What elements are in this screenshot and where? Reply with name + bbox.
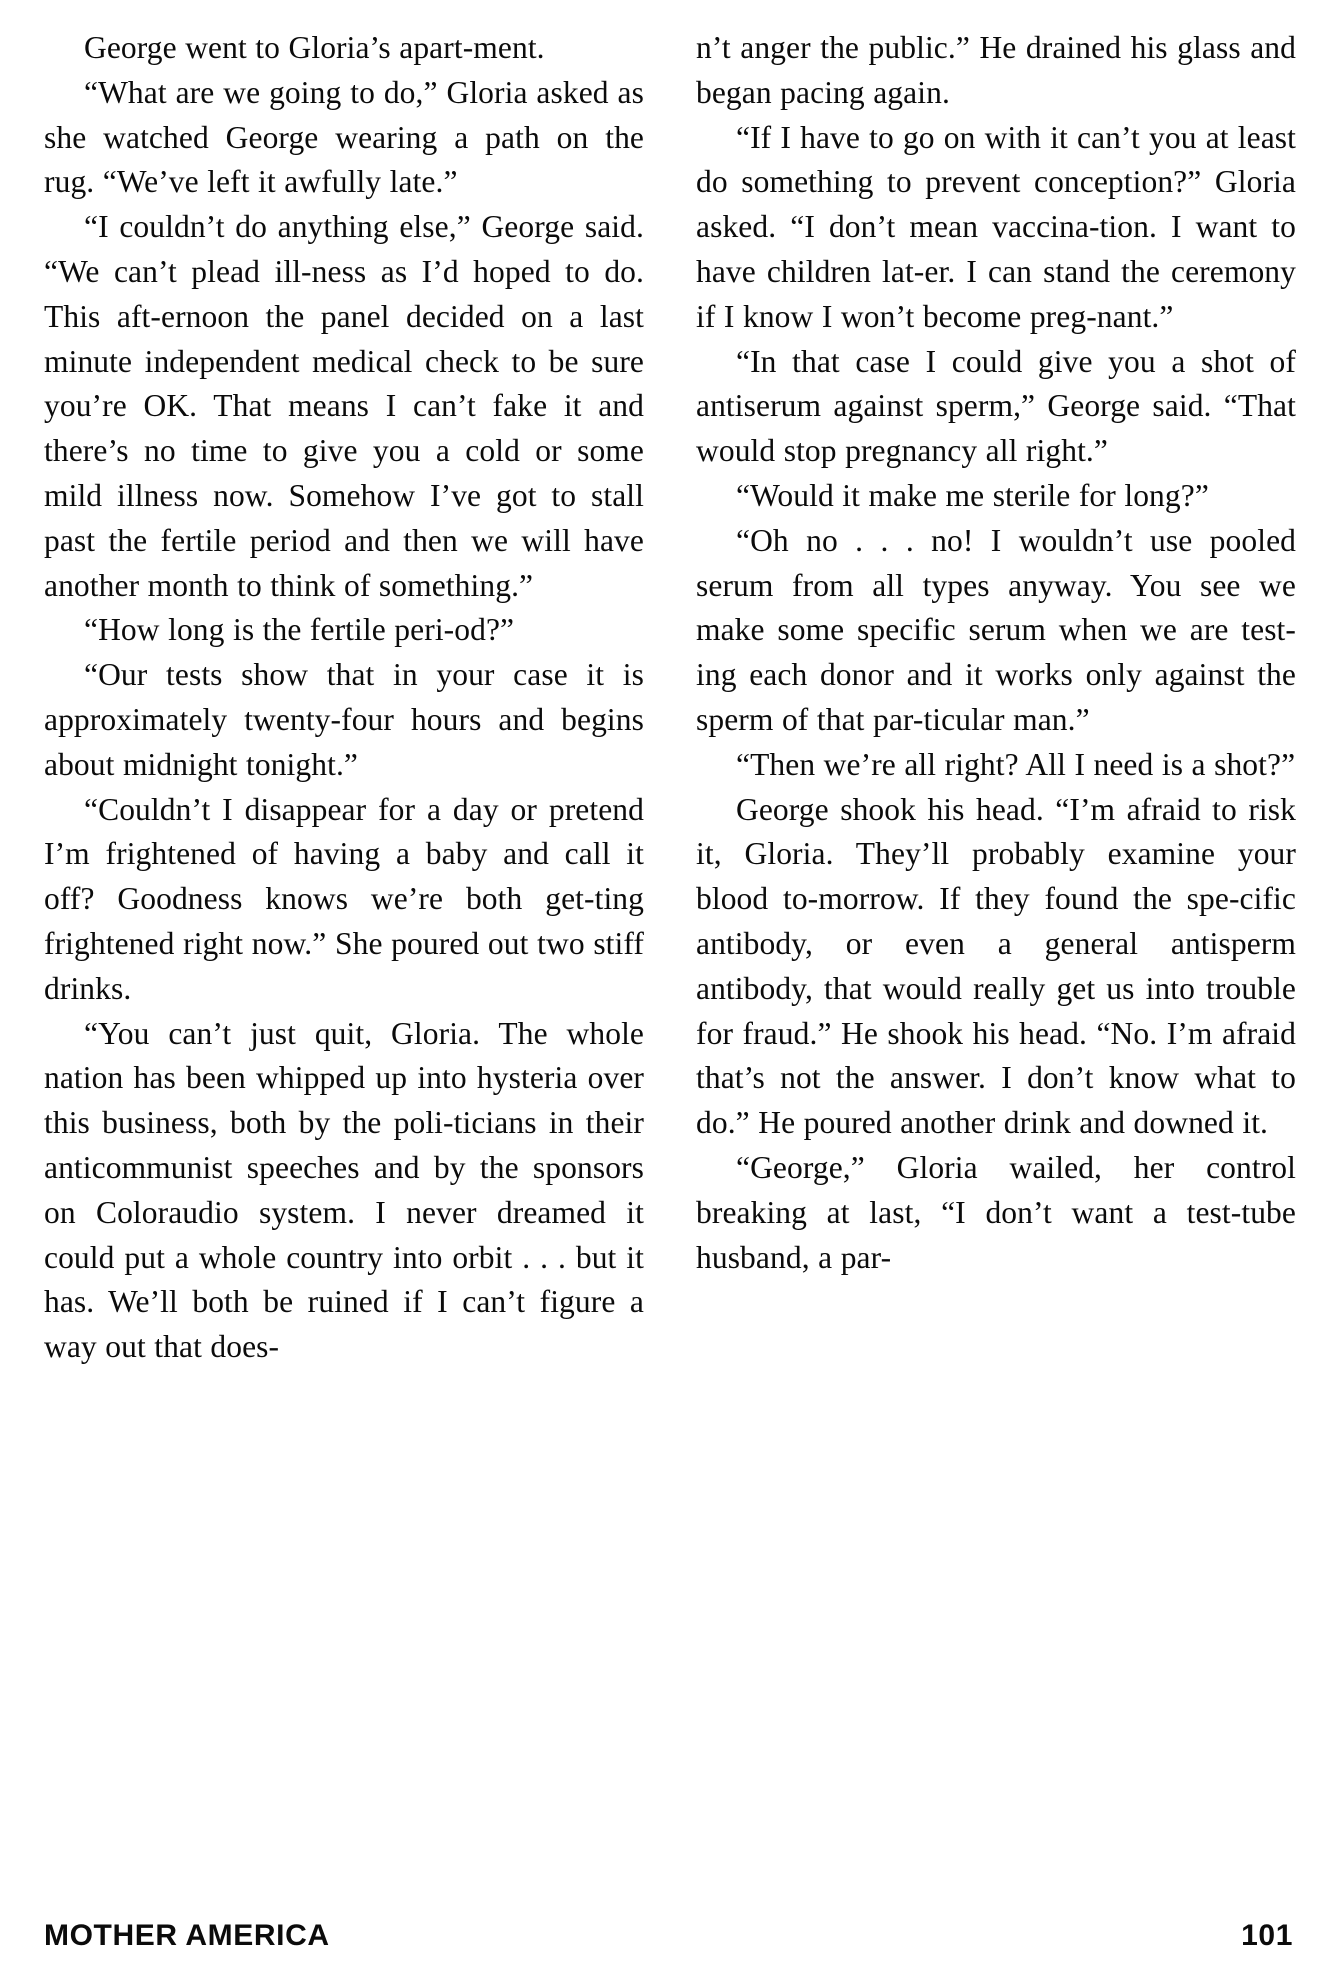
paragraph: “Would it make me sterile for long?” <box>736 477 1209 513</box>
paragraph: “What are we going to do,” Gloria asked as she watched George wearing a path on the rug. “We’ve left it awfully late.” <box>44 74 644 200</box>
paragraph: “I couldn’t do anything else,” George said. “We can’t plead ill-ness as I’d hoped to do. This aft-ernoon the panel decided on a last minute independent medical check to be sure you’re OK. That means I can’t fake it and there’s no time to give you a cold or some mild illness now. Somehow I’ve got to stall past the fertile period and then we will have another month to think of something.” <box>44 209 644 603</box>
paragraph: “Couldn’t I disappear for a day or pretend I’m frightened of having a baby and call it off? Goodness knows we’re both get-ting frightened right now.” She poured out two stiff drinks. <box>44 791 644 1006</box>
column-right <box>696 26 1296 1856</box>
page-footer <box>44 1919 1293 1953</box>
paragraph: “Our tests show that in your case it is approximately twenty-four hours and begins about midnight tonight.” <box>44 657 644 782</box>
paragraph: George shook his head. “I’m afraid to risk it, Gloria. They’ll probably examine your blood to-morrow. If they found the spe-cific antibody, or even a general antisperm antibody, that would really get us into trouble for fraud.” He shook his head. “No. I’m afraid that’s not the answer. I don’t know what to do.” He poured another drink and downed it. <box>696 791 1296 1141</box>
paragraph: “George,” Gloria wailed, her control breaking at last, “I don’t want a test-tube husband, a par- <box>696 1149 1296 1275</box>
paragraph: George went to Gloria’s apart-ment. <box>84 30 545 65</box>
paragraph: “You can’t just quit, Gloria. The whole nation has been whipped up into hysteria over this business, both by the poli-ticians in their anticommunist speeches and by the sponsors on Coloraudio system. I never dreamed it could put a whole country into orbit . . . but it has. We’ll both be ruined if I can’t figure a way out that does- <box>44 1015 644 1365</box>
paragraph: “How long is the fertile peri-od?” <box>84 612 515 648</box>
paragraph: “Then we’re all right? All I need is a shot?” <box>736 746 1296 782</box>
paragraph: “Oh no . . . no! I wouldn’t use pooled serum from all types anyway. You see we make some specific serum when we are test-ing each donor and it works only against the sperm of that par-ticular man.” <box>696 522 1296 737</box>
paragraph: “If I have to go on with it can’t you at least do something to prevent conception?” Gloria asked. “I don’t mean vaccina-tion. I want to have children lat-er. I can stand the ceremony if I know I won’t become preg-nant.” <box>696 119 1296 334</box>
text-columns <box>44 26 1296 1856</box>
footer-story-title: MOTHER AMERICA <box>44 1919 330 1952</box>
column-left <box>44 26 644 1856</box>
paragraph: n’t anger the public.” He drained his glass and began pacing again. <box>696 30 1296 110</box>
footer-page-number: 101 <box>1241 1919 1293 1952</box>
paragraph: “In that case I could give you a shot of antiserum against sperm,” George said. “That would stop pregnancy all right.” <box>696 343 1296 469</box>
